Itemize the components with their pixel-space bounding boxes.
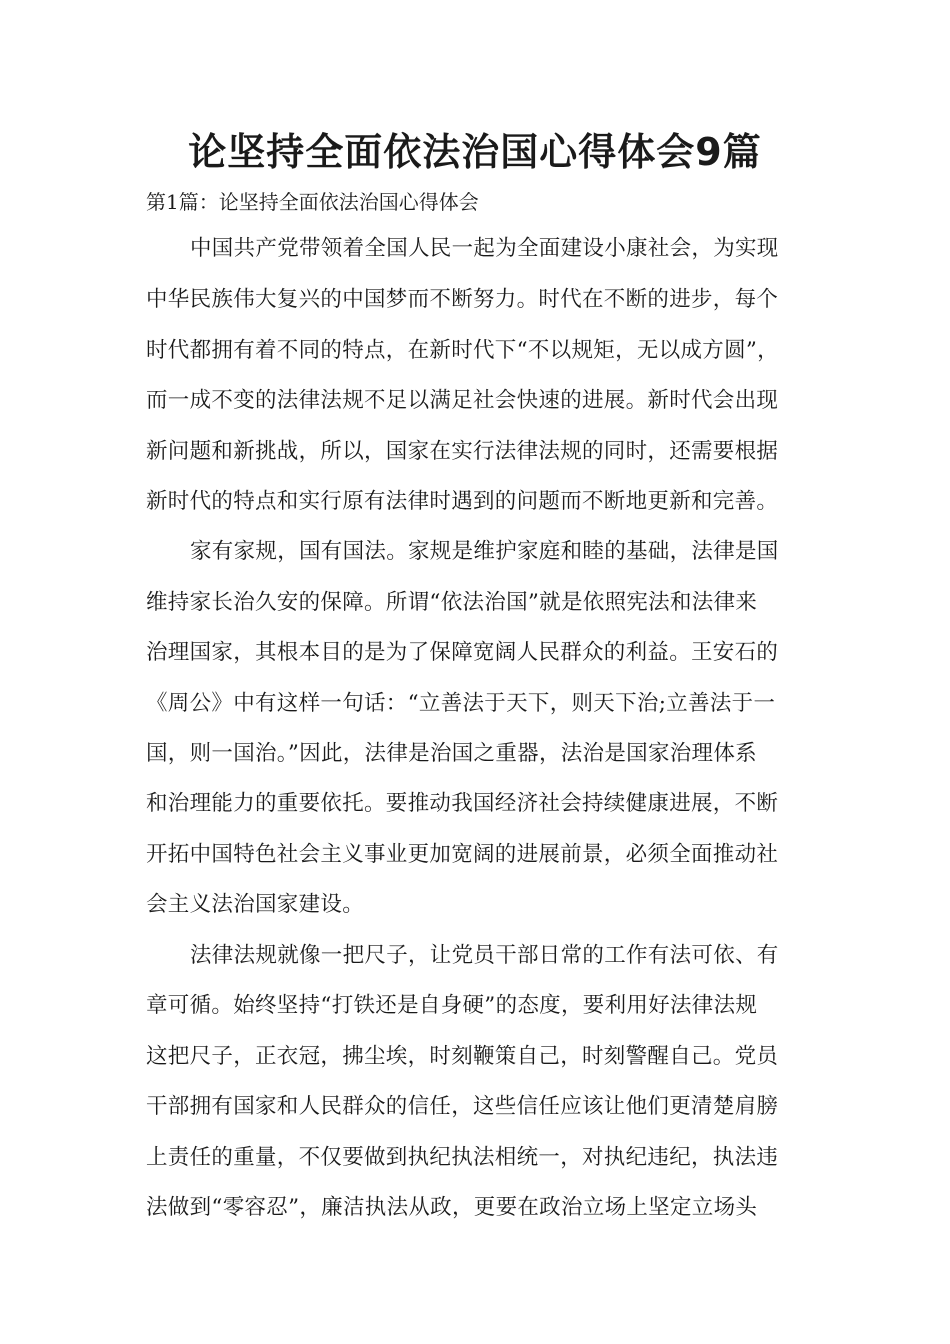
paragraph-line: 会主义法治国家建设。 (146, 892, 365, 917)
paragraph-line: 国，则一国治。”因此，法律是治国之重器，法治是国家治理体系 (146, 741, 757, 766)
paragraph-line: 干部拥有国家和人民群众的信任，这些信任应该让他们更清楚肩膀 (146, 1094, 779, 1119)
paragraph-line: 家有家规，国有国法。家规是维护家庭和睦的基础，法律是国 (190, 539, 779, 564)
paragraph-line: 维持家长治久安的保障。所谓“依法治国”就是依照宪法和法律来 (146, 590, 758, 615)
paragraph-line: 而一成不变的法律法规不足以满足社会快速的进展。新时代会出现 (146, 388, 779, 413)
section-heading: 第1篇：论坚持全面依法治国心得体会 (146, 190, 479, 214)
paragraph-line: 上责任的重量，不仅要做到执纪执法相统一，对执纪违纪，执法违 (146, 1145, 779, 1170)
paragraph-line: 中国共产党带领着全国人民一起为全面建设小康社会，为实现 (190, 236, 779, 261)
paragraph-line: 和治理能力的重要依托。要推动我国经济社会持续健康进展，不断 (146, 791, 779, 816)
paragraph-line: 章可循。始终坚持“打铁还是自身硬”的态度，要利用好法律法规 (146, 993, 758, 1018)
paragraph-line: 开拓中国特色社会主义事业更加宽阔的进展前景，必须全面推动社 (146, 842, 779, 867)
paragraph-line: 新问题和新挑战，所以，国家在实行法律法规的同时，还需要根据 (146, 439, 779, 464)
paragraph-line: 中华民族伟大复兴的中国梦而不断努力。时代在不断的进步，每个 (146, 287, 779, 312)
paragraph-line: 新时代的特点和实行原有法律时遇到的问题而不断地更新和完善。 (146, 489, 779, 514)
paragraph-line: 法做到“零容忍”，廉洁执法从政，更要在政治立场上坚定立场头 (146, 1195, 758, 1220)
paragraph-line: 时代都拥有着不同的特点，在新时代下“不以规矩，无以成方圆”， (146, 338, 779, 363)
paragraph-line: 这把尺子，正衣冠，拂尘埃，时刻鞭策自己，时刻警醒自己。党员 (146, 1044, 779, 1069)
paragraph-line: 法律法规就像一把尺子，让党员干部日常的工作有法可依、有 (190, 943, 779, 968)
document-title: 论坚持全面依法治国心得体会9篇 (188, 130, 762, 174)
paragraph-line: 《周公》中有这样一句话：“立善法于天下，则天下治;立善法于一 (146, 691, 776, 716)
paragraph-line: 治理国家，其根本目的是为了保障宽阔人民群众的利益。王安石的 (146, 640, 779, 665)
